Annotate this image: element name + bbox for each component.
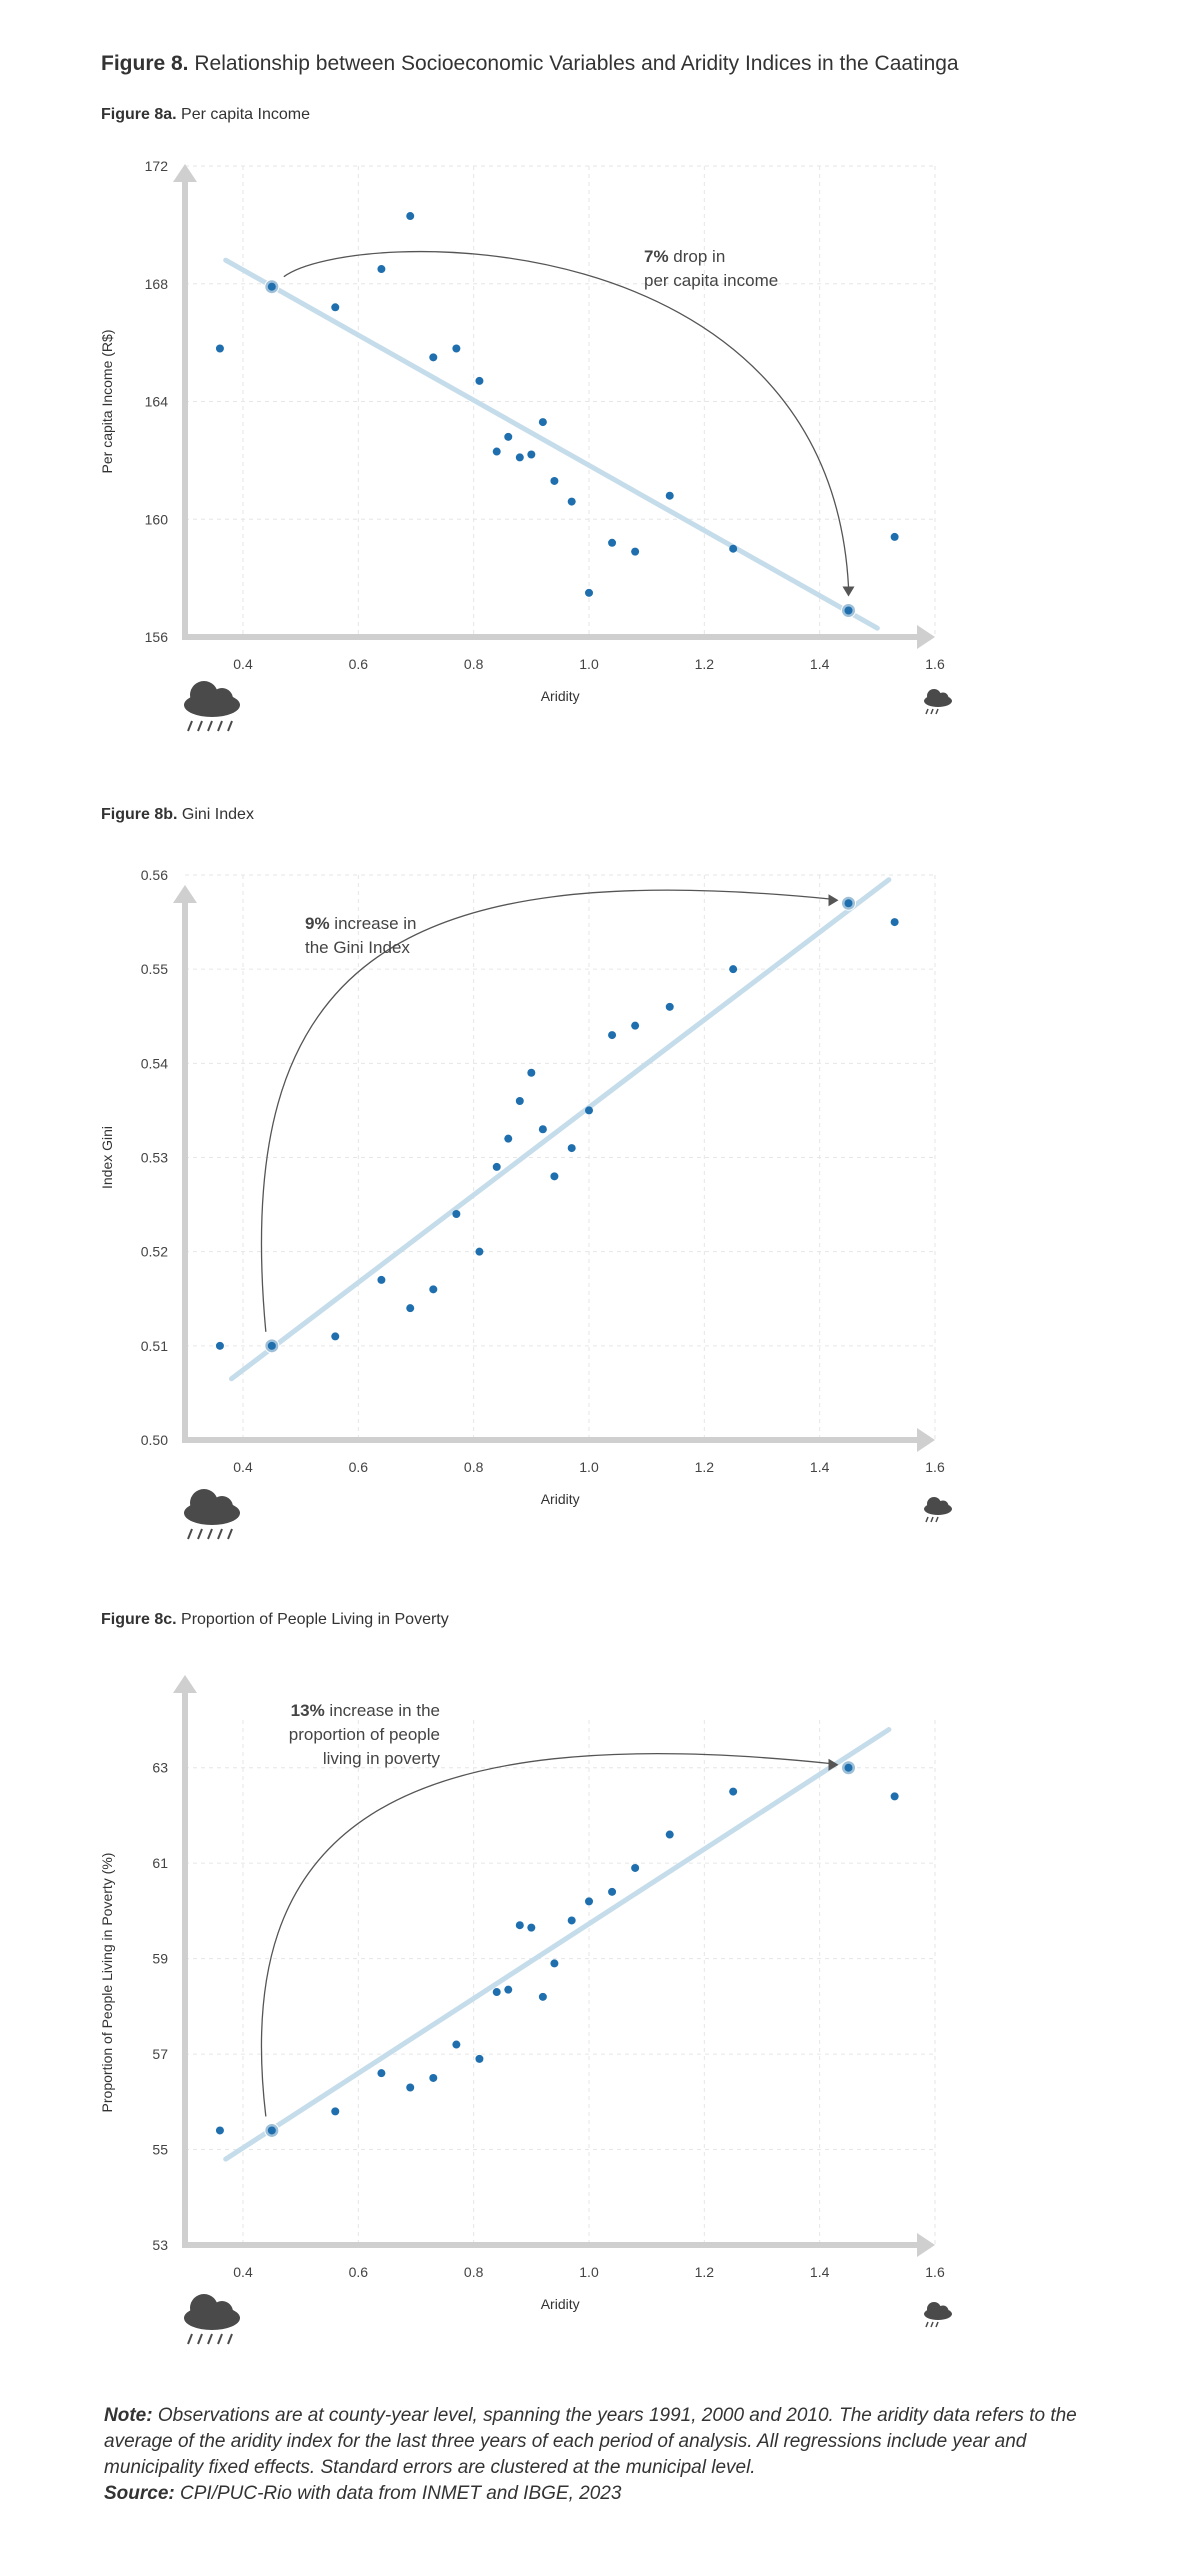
x-tick-label: 0.6 — [348, 1459, 369, 1475]
y-tick-label: 0.56 — [140, 867, 168, 883]
data-point — [406, 212, 414, 220]
rain-drop — [228, 721, 232, 731]
y-tick-label: 53 — [152, 2237, 168, 2253]
rain-drop — [208, 721, 212, 731]
y-tick-label: 0.51 — [140, 1337, 168, 1354]
y-tick-label: 59 — [152, 1950, 168, 1967]
source-text: CPI/PUC-Rio with data from INMET and IBGE, 2023 — [174, 2483, 622, 2504]
annotation-arrowhead — [843, 587, 855, 597]
x-tick-label: 1.0 — [579, 656, 599, 672]
data-point — [493, 448, 501, 456]
data-point — [666, 1831, 674, 1839]
y-axis-arrowhead — [173, 1675, 197, 1693]
x-tick-label: 1.4 — [809, 1459, 830, 1475]
y-tick-label: 0.54 — [140, 1055, 168, 1072]
y-tick-label: 0.50 — [140, 1432, 168, 1448]
annotation-text — [291, 1701, 440, 1720]
rain-drop — [188, 721, 192, 731]
data-point — [216, 345, 224, 353]
rain-drop — [931, 709, 933, 714]
cloud-icon — [924, 689, 952, 714]
footnote — [104, 2403, 1084, 2507]
rain-drop — [228, 2334, 232, 2344]
highlight-point — [845, 899, 853, 907]
data-point — [608, 539, 616, 547]
data-point — [527, 1924, 535, 1932]
data-point — [377, 2069, 385, 2077]
annotation-bold: 13% — [290, 1701, 325, 1720]
y-axis-arrowhead — [173, 885, 197, 903]
data-point — [585, 1106, 593, 1114]
annotation-arrow — [261, 1754, 832, 2117]
rain-drop — [198, 2334, 202, 2344]
cloud-icon — [184, 1489, 240, 1539]
rain-drop — [936, 2322, 938, 2327]
highlight-point — [268, 2126, 276, 2134]
rain-drop — [218, 721, 222, 731]
x-tick-label: 1.2 — [694, 2264, 715, 2280]
x-tick-label: 1.6 — [925, 2264, 945, 2280]
annotation-line3: living in poverty — [322, 1749, 440, 1768]
note-label: Note: — [104, 2405, 153, 2426]
y-tick-label: 0.55 — [140, 961, 168, 978]
cloud-icon-puff — [211, 688, 233, 710]
cloud-icon-puff — [938, 2306, 949, 2317]
y-tick-label: 57 — [152, 2046, 168, 2063]
cloud-icon — [184, 681, 240, 731]
x-tick-label: 0.6 — [348, 2264, 369, 2280]
data-point — [729, 965, 737, 973]
cloud-icon-puff — [938, 693, 949, 704]
rain-drop — [188, 2334, 192, 2344]
data-point — [331, 2107, 339, 2115]
cloud-icon-puff — [211, 1496, 233, 1518]
x-tick-label: 1.6 — [925, 656, 945, 672]
data-point — [406, 1304, 414, 1312]
data-point — [527, 450, 535, 458]
x-axis-title: Aridity — [540, 1491, 580, 1507]
data-point — [729, 1788, 737, 1796]
annotation-text — [644, 247, 725, 266]
rain-drop — [926, 709, 928, 714]
rain-drop — [208, 1529, 212, 1539]
annotation-arrowhead — [829, 894, 839, 906]
x-tick-label: 1.2 — [694, 1459, 715, 1475]
data-point — [539, 1993, 547, 2001]
figure-title — [101, 52, 959, 76]
y-axis-arrow — [182, 178, 188, 637]
data-point — [631, 548, 639, 556]
rain-drop — [926, 2322, 928, 2327]
x-tick-label: 0.4 — [233, 656, 253, 672]
data-point — [429, 1285, 437, 1293]
highlight-point — [268, 283, 276, 291]
data-point — [429, 2074, 437, 2082]
data-point — [452, 345, 460, 353]
data-point — [631, 1022, 639, 1030]
x-tick-label: 1.4 — [809, 2264, 830, 2280]
annotation-line1: increase in the — [324, 1701, 440, 1720]
rain-drop — [936, 709, 938, 714]
cloud-icon-puff — [938, 1501, 949, 1512]
data-point — [452, 2041, 460, 2049]
data-point — [631, 1864, 639, 1872]
data-point — [539, 1125, 547, 1133]
chart-a-label: Figure 8a. — [101, 106, 177, 123]
annotation-line2: the Gini Index — [305, 938, 410, 957]
chart-c-label: Figure 8c. — [101, 1611, 177, 1628]
data-point — [452, 1210, 460, 1218]
data-point — [377, 1276, 385, 1284]
data-point — [568, 498, 576, 506]
highlight-point — [845, 1764, 853, 1772]
chart-c-subtitle: Proportion of People Living in Poverty — [181, 1611, 449, 1628]
rain-drop — [198, 721, 202, 731]
data-point — [666, 1003, 674, 1011]
data-point — [429, 353, 437, 361]
highlight-point — [845, 607, 853, 615]
data-point — [504, 1986, 512, 1994]
data-point — [527, 1069, 535, 1077]
y-axis-arrow — [182, 899, 188, 1440]
y-tick-label: 156 — [144, 629, 168, 645]
data-point — [216, 1342, 224, 1350]
rain-drop — [931, 1517, 933, 1522]
data-point — [504, 433, 512, 441]
annotation-text — [305, 914, 417, 933]
trend-line — [226, 260, 878, 628]
y-axis-arrow — [182, 1689, 188, 2245]
data-point — [475, 377, 483, 385]
x-axis-arrow — [182, 634, 918, 640]
rain-drop — [198, 1529, 202, 1539]
x-tick-label: 1.0 — [579, 2264, 599, 2280]
rain-drop — [218, 2334, 222, 2344]
source-label: Source: — [104, 2483, 175, 2504]
data-point — [568, 1144, 576, 1152]
data-point — [406, 2084, 414, 2092]
data-point — [516, 1097, 524, 1105]
data-point — [585, 589, 593, 597]
y-tick-label: 63 — [152, 1759, 168, 1776]
x-tick-label: 1.4 — [809, 656, 830, 672]
chart-c-poverty — [0, 1650, 1000, 2370]
data-point — [475, 1248, 483, 1256]
x-axis-arrow — [182, 2242, 918, 2248]
data-point — [666, 492, 674, 500]
chart-b-title — [101, 806, 254, 824]
annotation-line2: per capita income — [644, 271, 779, 290]
chart-a-title — [101, 106, 310, 124]
x-tick-label: 0.8 — [463, 2264, 484, 2280]
chart-b-label: Figure 8b. — [101, 806, 178, 823]
data-point — [331, 1332, 339, 1340]
highlight-point — [268, 1342, 276, 1350]
rain-drop — [931, 2322, 933, 2327]
data-point — [504, 1135, 512, 1143]
annotation-line1: increase in — [329, 914, 417, 933]
rain-drop — [926, 1517, 928, 1522]
figure-title-text: Relationship between Socioeconomic Variables and Aridity Indices in the Caatinga — [194, 52, 959, 75]
data-point — [550, 1959, 558, 1967]
data-point — [891, 533, 899, 541]
chart-a-per-capita-income — [0, 140, 1000, 760]
y-axis-title: Per capita Income (R$) — [99, 329, 115, 474]
figure-label: Figure 8. — [101, 52, 189, 75]
data-point — [493, 1988, 501, 1996]
data-point — [493, 1163, 501, 1171]
data-point — [568, 1916, 576, 1924]
data-point — [331, 303, 339, 311]
rain-drop — [936, 1517, 938, 1522]
data-point — [608, 1888, 616, 1896]
note-text: Observations are at county-year level, spanning the years 1991, 2000 and 2010. The aridity data refers to the average of the aridity index for the last three years of each period of analysis. All regressions include year and municipality fixed effects. Standard errors are clustered at the municipal level. — [104, 2405, 1077, 2478]
chart-b-gini-index — [0, 845, 1000, 1565]
y-tick-label: 61 — [152, 1855, 168, 1872]
y-axis-title: Proportion of People Living in Poverty (%) — [99, 1852, 115, 2113]
x-axis-title: Aridity — [540, 688, 580, 704]
annotation-arrow — [284, 252, 849, 587]
chart-b-subtitle: Gini Index — [181, 806, 254, 823]
x-tick-label: 0.8 — [463, 656, 484, 672]
x-tick-label: 0.4 — [233, 2264, 253, 2280]
data-point — [377, 265, 385, 273]
y-tick-label: 0.53 — [140, 1149, 168, 1166]
data-point — [216, 2126, 224, 2134]
annotation-bold: 7% — [644, 247, 669, 266]
data-point — [891, 918, 899, 926]
x-axis-arrowhead — [917, 2233, 935, 2257]
y-tick-label: 55 — [152, 2141, 168, 2158]
trend-line — [226, 1730, 889, 2160]
data-point — [550, 477, 558, 485]
x-tick-label: 1.2 — [694, 656, 715, 672]
chart-c-title — [101, 1611, 449, 1629]
annotation-line2: proportion of people — [288, 1725, 440, 1744]
x-axis-arrow — [182, 1437, 918, 1443]
data-point — [891, 1792, 899, 1800]
data-point — [608, 1031, 616, 1039]
x-tick-label: 0.6 — [348, 656, 369, 672]
cloud-icon-puff — [211, 2301, 233, 2323]
data-point — [516, 453, 524, 461]
x-tick-label: 1.6 — [925, 1459, 945, 1475]
x-axis-title: Aridity — [540, 2296, 580, 2312]
x-tick-label: 0.4 — [233, 1459, 253, 1475]
x-tick-label: 1.0 — [579, 1459, 599, 1475]
y-axis-arrowhead — [173, 164, 197, 182]
cloud-icon — [924, 2302, 952, 2327]
x-axis-arrowhead — [917, 1428, 935, 1452]
data-point — [585, 1897, 593, 1905]
rain-drop — [188, 1529, 192, 1539]
x-tick-label: 0.8 — [463, 1459, 484, 1475]
y-tick-label: 168 — [144, 275, 168, 292]
annotation-bold: 9% — [305, 914, 330, 933]
data-point — [475, 2055, 483, 2063]
y-axis-title: Index Gini — [99, 1125, 115, 1190]
data-point — [516, 1921, 524, 1929]
data-point — [729, 545, 737, 553]
y-tick-label: 160 — [144, 511, 168, 528]
annotation-line1: drop in — [668, 247, 726, 266]
chart-a-subtitle: Per capita Income — [181, 106, 310, 123]
rain-drop — [208, 2334, 212, 2344]
data-point — [539, 418, 547, 426]
y-tick-label: 164 — [144, 393, 168, 410]
cloud-icon — [924, 1497, 952, 1522]
cloud-icon — [184, 2294, 240, 2344]
data-point — [550, 1172, 558, 1180]
rain-drop — [228, 1529, 232, 1539]
y-tick-label: 172 — [144, 158, 168, 174]
rain-drop — [218, 1529, 222, 1539]
y-tick-label: 0.52 — [140, 1243, 168, 1260]
x-axis-arrowhead — [917, 625, 935, 649]
